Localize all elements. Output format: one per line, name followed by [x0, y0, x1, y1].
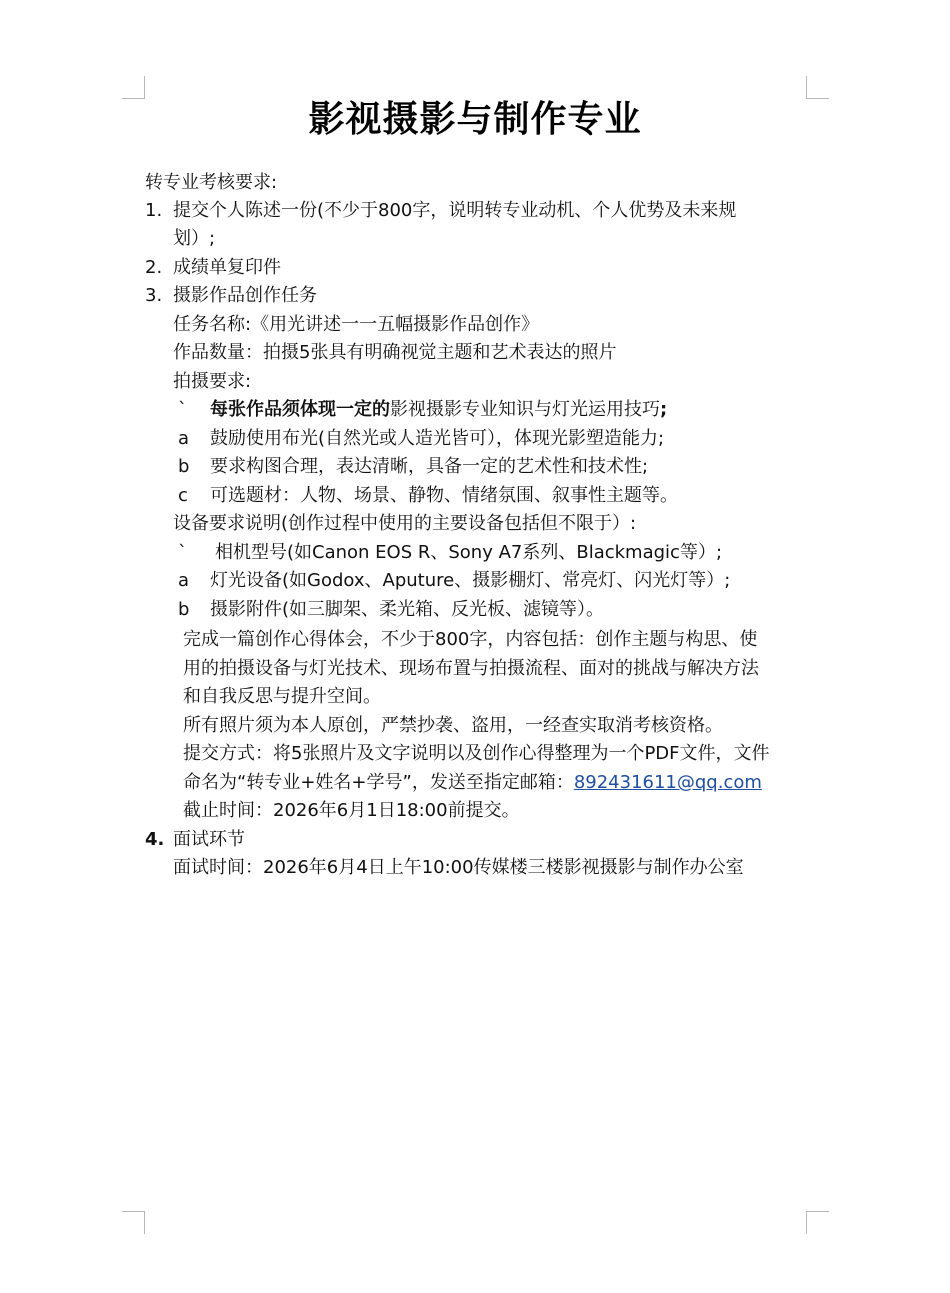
- crop-mark-top-left: [122, 76, 145, 99]
- list-text: 摄影作品创作任务: [173, 285, 317, 306]
- list-text: 面试环节: [173, 829, 245, 850]
- list-text: 提交个人陈述一份(不少于800字，说明转专业动机、个人优势及未来规: [173, 200, 737, 221]
- interview-time: 面试时间：2026年6月4日上午10:00传媒楼三楼影视摄影与制作办公室: [173, 857, 744, 878]
- equipment-requirements-label: 设备要求说明(创作过程中使用的主要设备包括但不限于）:: [173, 513, 637, 534]
- crop-mark-bottom-right: [806, 1211, 829, 1234]
- email-link[interactable]: 892431611@qq.com: [573, 772, 762, 793]
- list-number: 2.: [145, 257, 163, 278]
- equipment-item: [178, 567, 730, 595]
- sub-list-marker: c: [178, 485, 188, 506]
- sub-list-text: 灯光设备(如Godox、Aputure、摄影棚灯、常亮灯、闪光灯等）;: [210, 570, 731, 591]
- crop-mark-bottom-left: [122, 1211, 145, 1234]
- sub-list-marker: `: [178, 542, 187, 563]
- sub-list-text: 影视摄影专业知识与灯光运用技巧: [390, 399, 660, 420]
- reflection-paragraph-line: 和自我反思与提升空间。: [183, 686, 381, 707]
- crop-mark-top-right: [806, 76, 829, 99]
- list-number: 1.: [145, 200, 163, 221]
- submission-method-continued: [183, 769, 762, 797]
- task-name: 任务名称:《用光讲述一一五幅摄影作品创作》: [173, 314, 540, 335]
- emphasis-text: 每张作品须体现一定的: [210, 399, 390, 420]
- list-item-1: [145, 197, 736, 225]
- sub-list-marker: b: [178, 599, 190, 620]
- shoot-requirement-item: [178, 453, 648, 481]
- sub-list-text: 要求构图合理，表达清晰，具备一定的艺术性和技术性;: [210, 456, 649, 477]
- sub-list-tail: ;: [660, 399, 668, 420]
- reflection-paragraph-line: 完成一篇创作心得体会，不少于800字，内容包括：创作主题与构思、使: [183, 629, 758, 650]
- list-number: 3.: [145, 285, 163, 306]
- list-item-2: [145, 254, 281, 282]
- sub-list-marker: a: [178, 570, 190, 591]
- sub-list-text: 可选题材：人物、场景、静物、情绪氛围、叙事性主题等。: [210, 485, 678, 506]
- equipment-item: [178, 539, 722, 567]
- list-item-1-continued: 划）;: [173, 228, 216, 249]
- sub-list-text: 相机型号(如Canon EOS R、Sony A7系列、Blackmagic等）;: [215, 542, 723, 563]
- intro-text: 转专业考核要求:: [145, 172, 278, 193]
- shoot-requirement-item: [178, 425, 664, 453]
- shoot-requirement-item: [178, 482, 678, 510]
- list-item-4: [145, 826, 245, 854]
- list-item-3: [145, 282, 317, 310]
- submission-naming-text: 命名为“转专业+姓名+学号”，发送至指定邮箱：: [183, 772, 574, 793]
- submission-method: 提交方式：将5张照片及文字说明以及创作心得整理为一个PDF文件，文件: [183, 743, 770, 764]
- document-title: 影视摄影与制作专业: [308, 99, 642, 140]
- reflection-paragraph-line: 用的拍摄设备与灯光技术、现场布置与拍摄流程、面对的挑战与解决方法: [183, 658, 759, 679]
- shoot-requirements-label: 拍摄要求:: [173, 371, 252, 392]
- list-number: 4.: [145, 829, 165, 850]
- originality-notice: 所有照片须为本人原创，严禁抄袭、盗用，一经查实取消考核资格。: [183, 715, 723, 736]
- equipment-item: [178, 596, 604, 624]
- sub-list-marker: a: [178, 428, 190, 449]
- deadline-text: 截止时间：2026年6月1日18:00前提交。: [183, 800, 520, 821]
- sub-list-text: 鼓励使用布光(自然光或人造光皆可），体现光影塑造能力;: [210, 428, 665, 449]
- sub-list-marker: `: [178, 399, 187, 420]
- shoot-requirement-item: [178, 396, 667, 424]
- sub-list-marker: b: [178, 456, 190, 477]
- work-quantity: 作品数量：拍摄5张具有明确视觉主题和艺术表达的照片: [173, 342, 617, 363]
- list-text: 成绩单复印件: [173, 257, 281, 278]
- sub-list-text: 摄影附件(如三脚架、柔光箱、反光板、滤镜等）。: [210, 599, 605, 620]
